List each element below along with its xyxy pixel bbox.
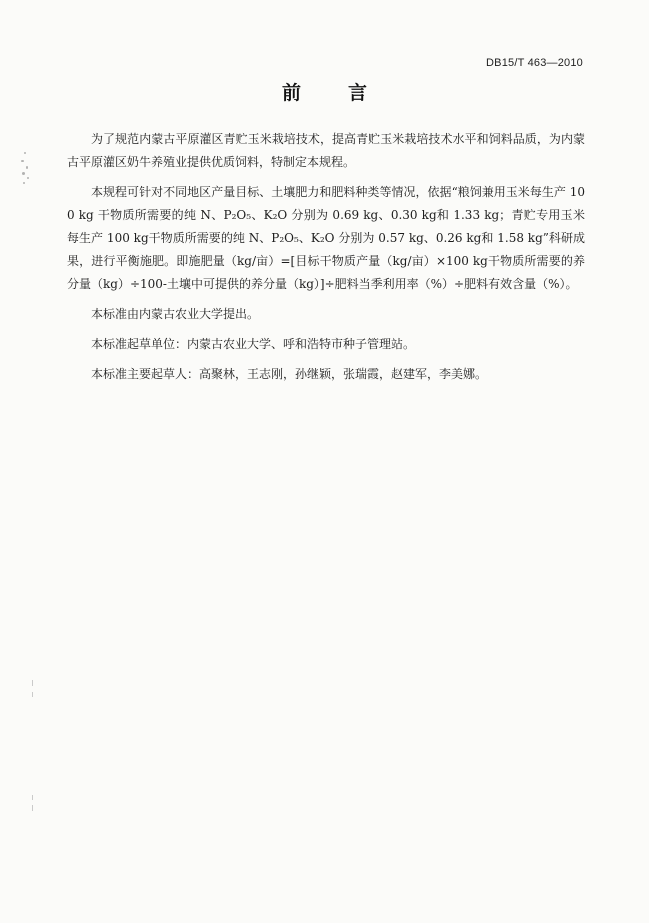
scan-artifact-bottom: [30, 795, 36, 825]
paragraph-proposer: 本标准由内蒙古农业大学提出。: [91, 307, 260, 321]
paragraph-fertilization: 本规程可针对不同地区产量目标、土壤肥力和肥料种类等情况，依据“粮饲兼用玉米每生产 100 kg 干物质所需要的纯 N、P₂O₅、K₂O 分别为 0.69 kg、0.30 kg和 1.33 kg；青贮专用玉米每生产 100 kg干物质所需要的纯 N、P₂O₅、K₂O 分别为 0.57 kg、0.26 kg和 1.58 kg”科研成果，进行平衡施肥。即施肥量（kg/亩）=[目标干物质产量（kg/亩）×100 kg干物质所需要的养分量（kg）÷100-土壤中可提供的养分量（kg）]÷肥料当季利用率（%）÷肥料有效含量（%）。: [67, 185, 585, 291]
paragraph-drafters: 本标准主要起草人：高聚林，王志刚，孙继颖，张瑞霞，赵建军，李美娜。: [91, 367, 488, 381]
paragraph-drafting-units: 本标准起草单位：内蒙古农业大学、呼和浩特市种子管理站。: [91, 337, 416, 351]
foreword-body: [67, 128, 585, 393]
paragraph-purpose: 为了规范内蒙古平原灌区青贮玉米栽培技术，提高青贮玉米栽培技术水平和饲料品质，为内蒙古平原灌区奶牛养殖业提供优质饲料，特制定本规程。: [67, 132, 585, 169]
page-title: 前 言: [281, 82, 381, 104]
scan-artifact: [18, 148, 38, 188]
document-number: DB15/T 463—2010: [486, 57, 583, 69]
scan-artifact-lower: [30, 680, 36, 710]
